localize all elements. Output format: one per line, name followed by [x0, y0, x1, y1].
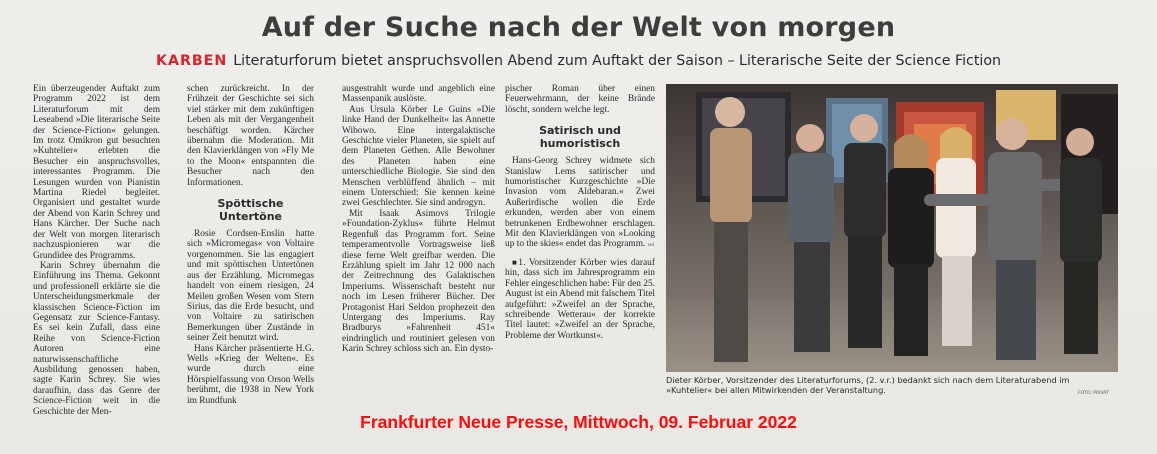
author-tag: red [647, 243, 655, 249]
paragraph: Karin Schrey übernahm die Einführung ins Thema. Gekonnt und professionell erklärte sie die Unterscheidungsmerkmale der klassischen Science-Fiction im Gegensatz zur Science-Fantasy. Es sei kein Zufall, dass eine Reihe von Science-Fiction Autoren eine naturwissenschaftliche Ausbildung genossen haben, sagte Karin Schrey. Sie wies daraufhin, dass das Genre der Science-Fiction weit in die Geschichte der Men- [33, 260, 160, 417]
paragraph: pischer Roman über einen Feuerwehrmann, der keine Brände löscht, sondern welche legt. [505, 84, 655, 115]
article-headline: Auf der Suche nach der Welt von morgen [261, 12, 896, 43]
text-column-1 [33, 84, 160, 417]
subheadline-text: Literaturforum bietet anspruchsvollen Abend zum Auftakt der Saison – Literarische Seite der Science Fiction [233, 53, 1002, 69]
photo-caption: Dieter Körber, Vorsitzender des Literaturforums, (2. v.r.) bedankt sich nach dem Literaturabend im »Kuhtelier« bei allen Mitwirkenden der Veranstaltung. [666, 375, 1070, 396]
paragraph: Aus Ursula Körber Le Guins »Die linke Hand der Dunkelheit« las Annette Wibowo. Eine intergalaktische Geschichte vieler Planeten, sie spielt auf dem Planeten Gethen. Alle Bewohner des Planeten haben eine unterschiedliche Biologie. Sie sind den Menschen verblüffend ähnlich – mit einem Unterschied: Sie kennen keine zwei Geschlechter. Sie sind androgyn. [342, 104, 495, 209]
article-kicker: KARBEN [155, 53, 228, 69]
source-line: Frankfurter Neue Presse, Mittwoch, 09. Februar 2022 [360, 412, 797, 432]
paragraph [505, 156, 655, 252]
person-5 [936, 127, 976, 346]
article-photo [666, 84, 1118, 372]
paragraph-text: Hans-Georg Schrey widmete sich Stanislaw Lems satirischer und humoristischer Kurzgeschichte »Die Invasion vom Aldebaran.« Zwei Außerirdische wollen die Erde erkunden, werden aber von einem betrunkenen Erdbewohner erschlagen. Mit den Klavierklängen von »Looking up to the skies« endet das Programm. [505, 156, 655, 250]
photo-credit: FOTO: PRIVAT [1078, 391, 1109, 396]
person-3 [844, 114, 886, 348]
paragraph [505, 258, 655, 341]
paragraph: Rosie Cordsen-Enslin hatte sich »Micromegas« von Voltaire vorgenommen. Sie las engagiert und mit spöttischen Untertönen aus der Erzählung. Micromegas handelt von einem riesigen, 24 Meilen großen Wesen vom Stern Sirius, das die Erde besucht, und von Voltaire zu satirischen Bemerkungen über Zustände in seiner Zeit benutzt wird. [187, 229, 314, 344]
subheading-satirisch-humoristisch: Satirisch und humoristisch [539, 124, 621, 151]
paragraph-text: 1. Vorsitzender Körber wies darauf hin, dass sich im Jahresprogramm ein Fehler eingeschlichen habe: Für den 25. August ist ein Abend mit falschem Titel aufgeführt: »Zweifel an der Sprache, schreibende Wetterau« der korrekte Titel lautet: »Zweifel an der Sprache, Probleme der Wortkunst«. [505, 257, 655, 341]
person-1 [710, 97, 752, 362]
text-column-2 [187, 84, 314, 404]
article-subheadline [0, 53, 1157, 69]
paragraph: Mit Isaak Asimovs Trilogie »Foundation-Zyklus« führte Helmut Regenfuß das Programm fort. Seine temperamentvolle Vortragsweise ließ diese ferne Welt greifbar werden. Die Erzählung spielt im Jahr 12 000 nach der Zeitrechnung des Galaktischen Imperiums. Wissenschaft besteht nur noch im Lesen früherer Bücher. Der Protagonist Hari Seldon prophezeit den Untergang des Imperiums. Ray Bradburys »Fahrenheit 451« eindringlich und routiniert gelesen von Karin Schrey schloss sich an. Ein dysto- [342, 208, 495, 355]
paragraph: Ein überzeugender Auftakt zum Programm 2022 ist dem Literaturforum mit dem Leseabend »Die literarische Seite der Science-Fiction« gelungen. Im trotz Omikron gut besuchten »Kuhtelier« erlebten die Besucher ein anspruchsvolles, interessantes Programm. Die Lesungen wurden von Pianistin Martina Riedel begleitet. Organisiert und gestaltet wurde der Abend von Karin Schrey und Hans Kärcher. Der Suche nach der Welt von morgen literarisch nachzuspionieren war die Grundidee des Programms. [33, 84, 160, 261]
person-4 [888, 134, 934, 356]
paragraph: schen zurückreicht. In der Frühzeit der Geschichte sei sich viel stärker mit dem zukünftigen Leben als mit der Vergangenheit beschäftigt worden. Kärcher übernahm die Moderation. Mit den Klavierklängen von »Fly Me to the Moon« entspannten die Besucher nach den Informationen. [187, 84, 314, 188]
text-column-3 [342, 84, 495, 414]
person-7 [1060, 128, 1102, 354]
text-column-4 [505, 84, 655, 414]
group-photo-illustration [666, 84, 1118, 372]
subheading-spoettische-untertoene: Spöttische Untertöne [217, 197, 284, 224]
square-bullet-icon: ■ [512, 257, 519, 267]
paragraph: ausgestrahlt wurde und angeblich eine Massenpanik auslöste. [342, 84, 495, 105]
paragraph: Hans Kärcher präsentierte H.G. Wells »Krieg der Welten«. Es wurde durch eine Hörspielfassung von Orson Wells berühmt, die 1938 in New York im Rundfunk [187, 343, 314, 406]
person-2 [788, 124, 834, 352]
